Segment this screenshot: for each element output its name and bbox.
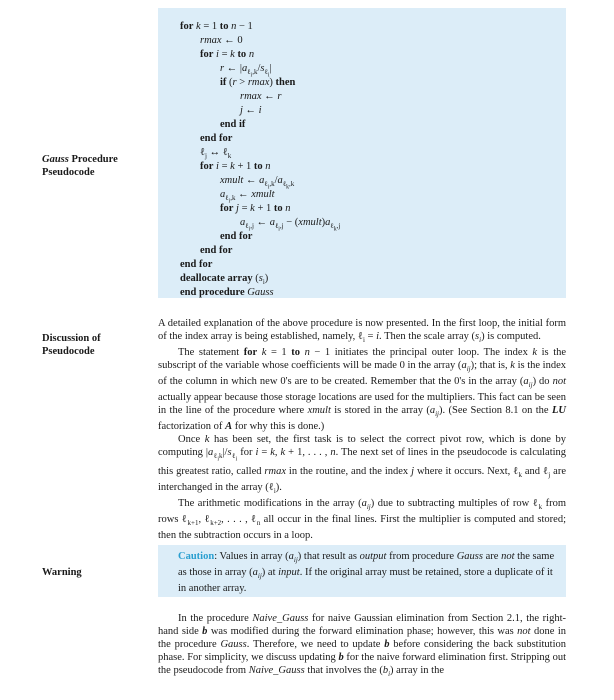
gauss-label-italic: Gauss bbox=[42, 154, 69, 165]
caution-box bbox=[158, 545, 566, 597]
code-line-4: r ← $|a_{\ell_i,k}/s_{\ell_i}|$ bbox=[220, 63, 272, 79]
code-line-8: end if bbox=[220, 119, 246, 130]
code-line-12: xmult ← $a_{\ell_i,k}/a_{\ell_k,k}$ bbox=[220, 175, 295, 191]
discussion-paragraph-3: Once k has been set, the first task is to select the correct pivot row, which is done by computing $|a_{\ell_ik}|/s_{\ell_i}$ for i = k, k + 1, . . . , n. The next set of lines in the pseudocode is calculating this greatest ratio, called rmax in the routine, and the index j where it occurs. Next, ℓ$_k$ and ℓ$_j$ are interchanged in the array (ℓ$_i$). bbox=[158, 433, 567, 496]
warning-label: Warning bbox=[42, 567, 82, 578]
code-line-7: j ← i bbox=[240, 105, 262, 116]
code-line-10: ℓ$_j$ ↔ ℓ$_k$ bbox=[200, 147, 232, 161]
discussion-label: Discussion of Pseudocode bbox=[42, 333, 101, 357]
code-line-18: end for bbox=[180, 259, 213, 270]
code-line-13: $a_{\ell_i,k}$ ← xmult bbox=[220, 189, 275, 205]
gauss-label-rest: Procedure Pseudocode bbox=[42, 154, 118, 178]
discussion-paragraph-2: The statement for k = 1 to n − 1 initiates the principal outer loop. The index k is the subscript of the variable whose coefficients will be made 0 in the array $(a_{ij})$; that is, k is the index of the column in which new 0's are to be created. Remember that the 0's in the array $(a_{ij})$ do not actually appear because those storage locations are used for the multipliers. This fact can be seen in the line of the procedure where xmult is stored in the array $(a_{ij})$. (See Section 8.1 on the LU factorization of A for why this is done.) bbox=[158, 346, 567, 432]
code-line-15: $a_{\ell_i,j}$ ← $a_{\ell_i,j}$ − $(xmult)a_{\ell_k,j}$ bbox=[240, 217, 341, 233]
pseudocode-box bbox=[158, 8, 566, 298]
code-line-6: rmax ← r bbox=[240, 91, 282, 102]
code-line-16: end for bbox=[220, 231, 253, 242]
code-line-1: for k = 1 to n − 1 bbox=[180, 21, 253, 32]
code-line-11: for i = k + 1 to n bbox=[200, 161, 271, 172]
code-line-3: for i = k to n bbox=[200, 49, 255, 60]
code-line-5: if (r > rmax) then bbox=[220, 77, 296, 88]
code-line-20: end procedure Gauss bbox=[180, 287, 274, 298]
discussion-paragraph-1: A detailed explanation of the above procedure is now presented. In the first loop, the initial form of the index array is being established, namely, ℓ$_i$ = i. Then the scale array $(s_i)$ is computed. bbox=[158, 318, 566, 344]
caution-label: Caution bbox=[178, 551, 215, 562]
discussion-text bbox=[158, 318, 566, 543]
code-line-19: deallocate array $(s_i)$ bbox=[180, 273, 269, 287]
naive-gauss-paragraph: In the procedure Naive_Gauss for naive Gaussian elimination from Section 2.1, the right-hand side b was modified during the forward elimination phase; however, this was not done in the procedure Gauss. Therefore, we need to update b before considering the back substitution phase. For simplicity, we discuss updating b for the naive forward elimination first. Stripping out the pseudocode from Naive_Gauss that involves the $(b_i)$ array in the bbox=[158, 613, 566, 678]
caution-text: Caution: Values in array $(a_{ij})$ that result as output from procedure Gauss are not the same as those in array $(a_{ij})$ at input. If the original array must be retained, store a duplicate of it in another array. bbox=[178, 551, 555, 594]
code-line-14: for j = k + 1 to n bbox=[220, 203, 291, 214]
gauss-procedure-label bbox=[42, 153, 147, 179]
discussion-paragraph-4: The arithmetic modifications in the array $(a_{ij})$ due to subtracting multiples of row ℓ$_k$ from rows ℓ$_{k+1}$, ℓ$_{k+2}$, . . . , ℓ$_n$ all occur in the final lines. First the multiplier is computed and stored; then the subtraction occurs in a loop. bbox=[158, 497, 567, 541]
code-line-17: end for bbox=[200, 245, 233, 256]
code-line-9: end for bbox=[200, 133, 233, 144]
code-line-2: rmax ← 0 bbox=[200, 35, 243, 46]
